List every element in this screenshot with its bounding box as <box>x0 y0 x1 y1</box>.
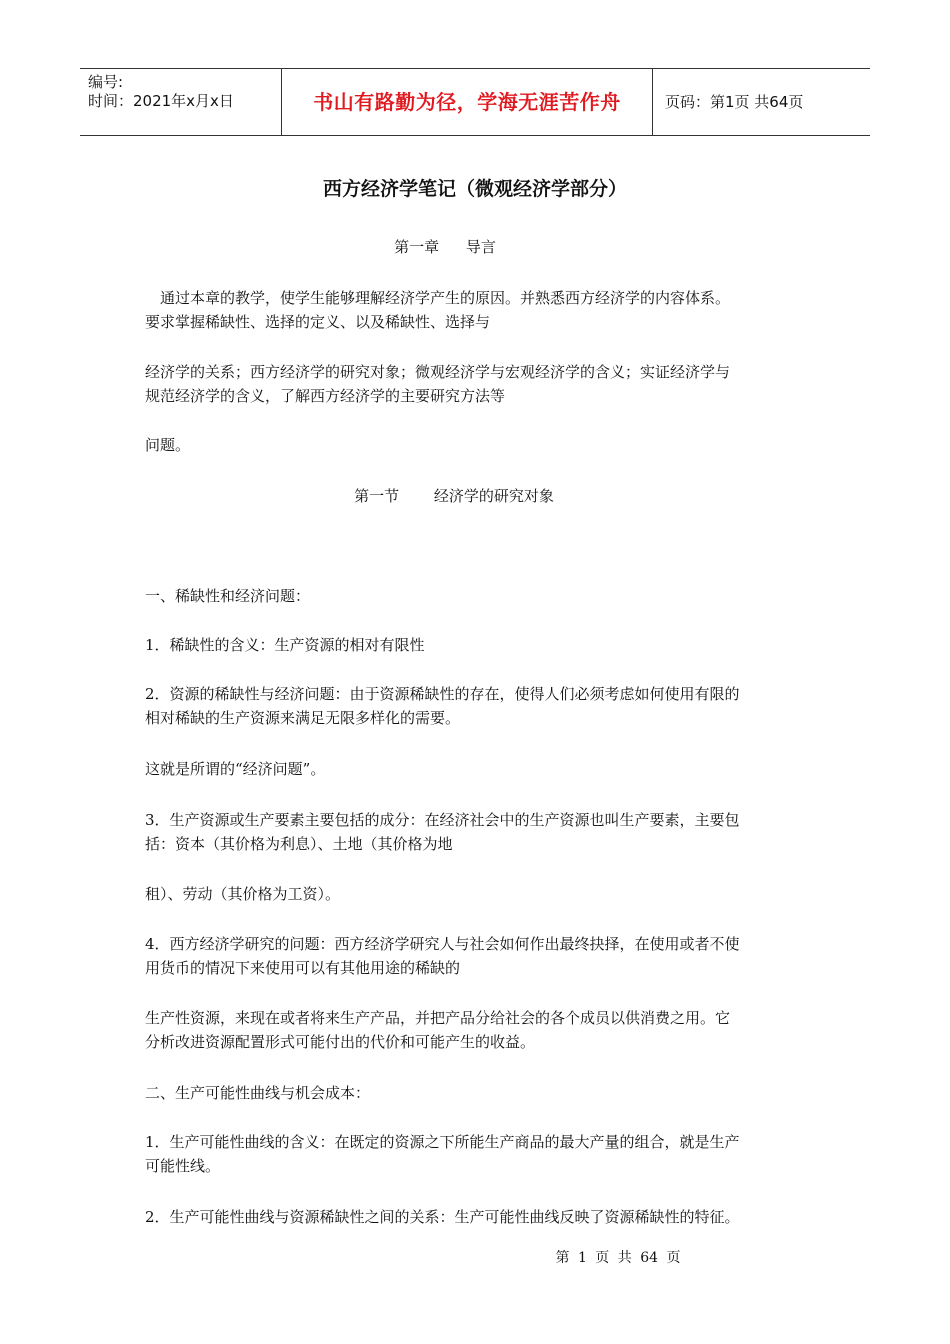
body-line-12: 分析改进资源配置形式可能付出的代价和可能产生的收益。 <box>145 1033 536 1051</box>
body-line-4: 相对稀缺的生产资源来满足无限多样化的需要。 <box>145 709 461 727</box>
body-line-13: 二、生产可能性曲线与机会成本： <box>145 1084 371 1102</box>
body-line-7: 括：资本（其价格为利息）、土地（其价格为地 <box>145 835 453 853</box>
header-meta-cell <box>80 69 281 135</box>
page-header <box>80 68 870 136</box>
intro-line-5: 问题。 <box>145 436 191 454</box>
body-line-14: 1．生产可能性曲线的含义：在既定的资源之下所能生产商品的最大产量的组合，就是生产 <box>145 1133 740 1151</box>
intro-line-2: 要求掌握稀缺性、选择的定义、以及稀缺性、选择与 <box>145 313 491 331</box>
body-line-5: 这就是所谓的“经济问题”。 <box>145 760 326 778</box>
intro-line-1: 通过本章的教学，使学生能够理解经济学产生的原因。并熟悉西方经济学的内容体系。 <box>145 289 731 307</box>
header-motto: 书山有路勤为径，学海无涯苦作舟 <box>281 69 653 135</box>
intro-line-3: 经济学的关系；西方经济学的研究对象；微观经济学与宏观经济学的含义；实证经济学与 <box>145 363 731 381</box>
body-line-11: 生产性资源，来现在或者将来生产产品，并把产品分给社会的各个成员以供消费之用。它 <box>145 1009 731 1027</box>
body-line-3: 2．资源的稀缺性与经济问题：由于资源稀缺性的存在，使得人们必须考虑如何使用有限的 <box>145 685 740 703</box>
footer-page-number: 第 1 页 共 64 页 <box>555 1250 681 1266</box>
document-title: 西方经济学笔记（微观经济学部分） <box>322 178 627 200</box>
header-page-info: 页码：第1页 共64页 <box>665 93 804 111</box>
header-date-label: 时间：2021年x月x日 <box>88 92 234 110</box>
body-line-6: 3．生产资源或生产要素主要包括的成分：在经济社会中的生产资源也叫生产要素，主要包 <box>145 811 740 829</box>
body-line-2: 1．稀缺性的含义：生产资源的相对有限性 <box>145 636 425 654</box>
body-line-1: 一、稀缺性和经济问题： <box>145 587 311 605</box>
section-heading: 第一节 经济学的研究对象 <box>354 487 554 505</box>
body-line-9: 4．西方经济学研究的问题：西方经济学研究人与社会如何作出最终抉择，在使用或者不使 <box>145 935 740 953</box>
intro-line-4: 规范经济学的含义，了解西方经济学的主要研究方法等 <box>145 387 506 405</box>
body-line-8: 租）、劳动（其价格为工资）。 <box>145 885 341 903</box>
body-line-15: 可能性线。 <box>145 1157 221 1175</box>
header-code-label: 编号: <box>88 73 124 91</box>
body-line-16: 2．生产可能性曲线与资源稀缺性之间的关系：生产可能性曲线反映了资源稀缺性的特征。 <box>145 1208 740 1226</box>
body-line-10: 用货币的情况下来使用可以有其他用途的稀缺的 <box>145 959 461 977</box>
chapter-heading: 第一章 导言 <box>394 238 496 256</box>
